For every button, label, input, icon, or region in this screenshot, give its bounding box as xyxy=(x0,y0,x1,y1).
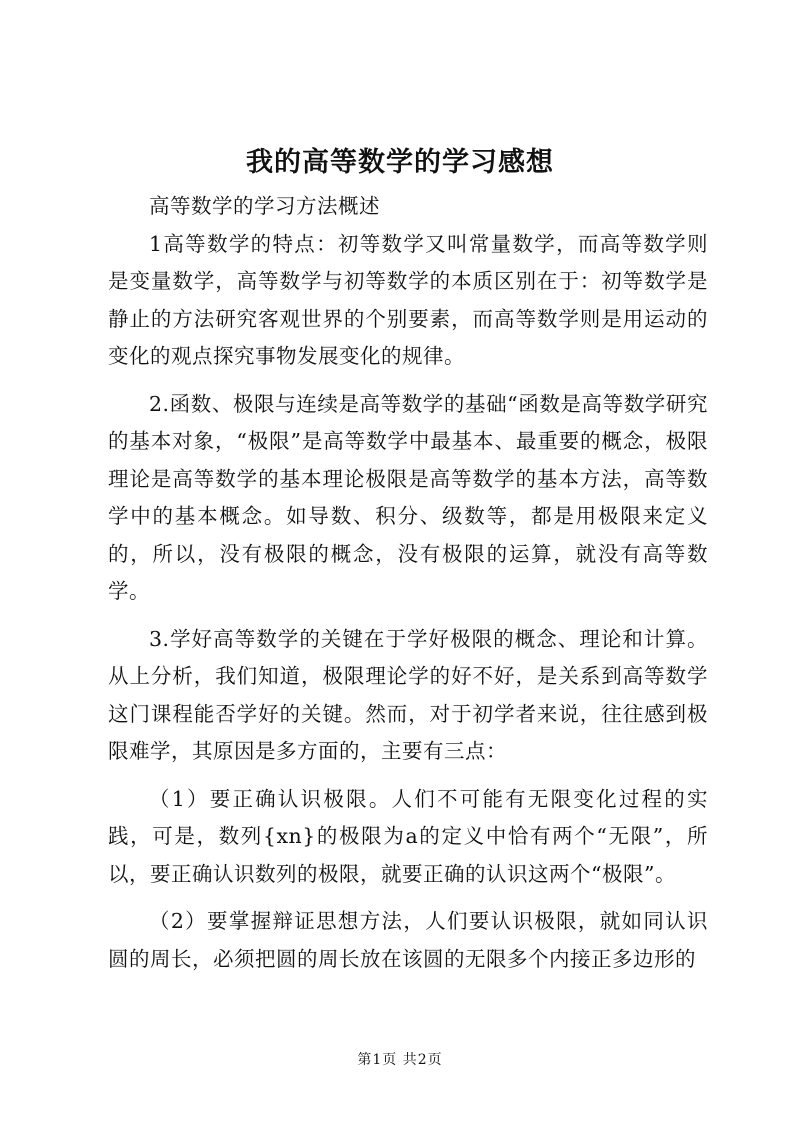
document-body xyxy=(108,188,708,978)
paragraph-3: 3.学好高等数学的关键在于学好极限的概念、理论和计算。从上分析，我们知道，极限理论学的好不好，是关系到高等数学这门课程能否学好的关键。然而，对于初学者来说，往往感到极限难学，其原因是多方面的，主要有三点： xyxy=(108,626,708,763)
paragraph-1: 1高等数学的特点：初等数学又叫常量数学，而高等数学则是变量数学，高等数学与初等数学的本质区别在于：初等数学是静止的方法研究客观世界的个别要素，而高等数学则是用运动的变化的观点探究事物发展变化的规律。 xyxy=(108,231,708,368)
section-heading: 高等数学的学习方法概述 xyxy=(149,194,380,218)
page-footer: 第1页 共2页 xyxy=(357,1052,443,1068)
document-title: 我的高等数学的学习感想 xyxy=(246,147,554,178)
paragraph-2: 2.函数、极限与连续是高等数学的基础“函数是高等数学研究的基本对象，“极限”是高等数学中最基本、最重要的概念，极限理论是高等数学的基本理论极限是高等数学的基本方法，高等数学中的基本概念。如导数、积分、级数等，都是用极限来定义的，所以，没有极限的概念，没有极限的运算，就没有高等数学。 xyxy=(108,391,708,603)
paragraph-4: （1）要正确认识极限。人们不可能有无限变化过程的实践，可是，数列{xn}的极限为a的定义中恰有两个“无限”，所以，要正确认识数列的极限，就要正确的认识这两个“极限”。 xyxy=(108,786,708,886)
paragraph-5: （2）要掌握辩证思想方法，人们要认识极限，就如同认识圆的周长，必须把圆的周长放在该圆的无限多个内接正多边形的 xyxy=(108,909,708,971)
